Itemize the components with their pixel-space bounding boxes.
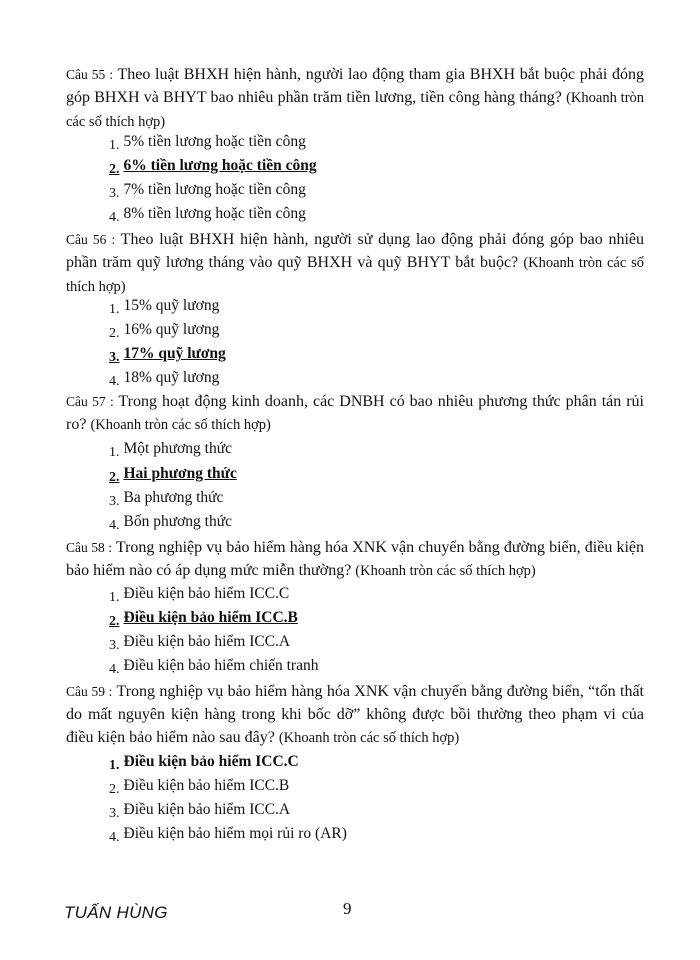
option-57-3[interactable] (109, 488, 223, 509)
option-text: 17% quỹ lương (123, 345, 226, 362)
option-text: Điều kiện bảo hiểm mọi rủi ro (AR) (123, 825, 347, 842)
option-55-3[interactable] (109, 180, 306, 201)
question-label: Câu 57 : (66, 394, 114, 409)
page-number: 9 (343, 899, 352, 918)
option-number: 3. (109, 638, 120, 653)
option-text: Bốn phương thức (123, 513, 233, 530)
question-text: Theo luật BHXH hiện hành, người lao động tham gia BHXH bắt buộc phải đóng góp BHXH và BHYT bao nhiêu phần trăm tiền lương, tiền công hàng tháng? (66, 66, 645, 106)
option-59-4[interactable] (109, 824, 347, 845)
option-text: Điều kiện bảo hiểm ICC.C (123, 585, 290, 602)
question-label: Câu 55 : (66, 67, 114, 82)
question-text: Trong nghiệp vụ bảo hiểm hàng hóa XNK vận chuyển bằng đường biển, điều kiện bảo hiểm nào có áp dụng mức miễn thường? (66, 539, 645, 579)
question-label: Câu 58 : (66, 540, 113, 555)
option-text: 7% tiền lương hoặc tiền công (123, 181, 306, 198)
option-58-4[interactable] (109, 656, 318, 677)
option-number: 3. (109, 350, 120, 365)
option-59-2[interactable] (109, 776, 289, 797)
option-number: 2. (109, 326, 120, 341)
option-number: 3. (109, 806, 120, 821)
option-55-2[interactable] (109, 156, 317, 177)
option-number: 3. (109, 494, 120, 509)
option-number: 1. (109, 302, 120, 317)
question-label: Câu 59 : (66, 684, 113, 699)
question-hint: (Khoanh tròn các số thích hợp) (66, 255, 644, 295)
footer-author: TUẤN HÙNG (64, 903, 168, 922)
option-text: Điều kiện bảo hiểm ICC.B (123, 777, 290, 794)
question-56 (66, 228, 644, 299)
option-number: 4. (109, 374, 120, 389)
option-number: 4. (109, 662, 120, 677)
option-56-3[interactable] (109, 344, 226, 365)
question-label: Câu 56 : (66, 232, 116, 247)
option-58-1[interactable] (109, 584, 289, 605)
option-55-1[interactable] (109, 132, 306, 153)
option-number: 2. (109, 614, 120, 629)
question-text: Trong hoạt động kinh doanh, các DNBH có bao nhiêu phương thức phân tán rủi ro? (66, 393, 644, 433)
question-text: Theo luật BHXH hiện hành, người sử dụng lao động phải đóng góp bao nhiêu phần trăm quỹ lương tháng vào quỹ BHXH và quỹ BHYT bắt buộc? (66, 231, 644, 271)
option-text: Điều kiện bảo hiểm ICC.A (123, 801, 291, 818)
option-number: 1. (109, 590, 120, 605)
option-number: 1. (109, 445, 120, 460)
option-number: 1. (109, 138, 120, 153)
option-text: Hai phương thức (123, 465, 237, 482)
option-55-4[interactable] (109, 204, 306, 225)
option-number: 1. (109, 758, 120, 773)
question-55 (66, 63, 644, 134)
option-number: 2. (109, 470, 120, 485)
option-57-1[interactable] (109, 439, 232, 460)
question-57 (66, 390, 644, 437)
option-57-2[interactable] (109, 464, 237, 485)
option-text: Điều kiện bảo hiểm chiến tranh (123, 657, 319, 674)
option-text: 18% quỹ lương (123, 369, 220, 386)
option-text: Điều kiện bảo hiểm ICC.C (123, 753, 299, 770)
option-text: 15% quỹ lương (123, 297, 220, 314)
question-hint: (Khoanh tròn các số thích hợp) (278, 730, 460, 746)
question-text: Trong nghiệp vụ bảo hiểm hàng hóa XNK vận chuyển bằng đường biển, “tổn thất do mất nguyên kiện hàng trong khi bốc dỡ” không được bồi thường theo phạm vi của điều kiện bảo hiểm nào sau đây? (66, 683, 644, 746)
option-number: 4. (109, 518, 120, 533)
option-text: 5% tiền lương hoặc tiền công (123, 133, 306, 150)
option-text: Điều kiện bảo hiểm ICC.B (123, 609, 298, 626)
question-59 (66, 680, 644, 750)
option-59-3[interactable] (109, 800, 290, 821)
option-number: 3. (109, 186, 120, 201)
option-56-4[interactable] (109, 368, 219, 389)
question-hint: (Khoanh tròn các số thích hợp) (66, 90, 645, 130)
option-57-4[interactable] (109, 512, 232, 533)
option-56-2[interactable] (109, 320, 219, 341)
option-text: Ba phương thức (123, 489, 224, 506)
option-text: 16% quỹ lương (123, 321, 220, 338)
option-56-1[interactable] (109, 296, 219, 317)
option-58-2[interactable] (109, 608, 298, 629)
option-59-1[interactable] (109, 752, 299, 773)
option-text: 8% tiền lương hoặc tiền công (123, 205, 306, 222)
option-58-3[interactable] (109, 632, 290, 653)
option-number: 2. (109, 162, 120, 177)
question-58 (66, 536, 644, 583)
question-hint: (Khoanh tròn các số thích hợp) (355, 563, 536, 579)
option-number: 4. (109, 830, 120, 845)
option-text: Điều kiện bảo hiểm ICC.A (123, 633, 291, 650)
option-number: 4. (109, 210, 120, 225)
question-hint: (Khoanh tròn các số thích hợp) (90, 417, 271, 433)
option-text: 6% tiền lương hoặc tiền công (123, 157, 317, 174)
option-number: 2. (109, 782, 120, 797)
option-text: Một phương thức (123, 440, 233, 457)
